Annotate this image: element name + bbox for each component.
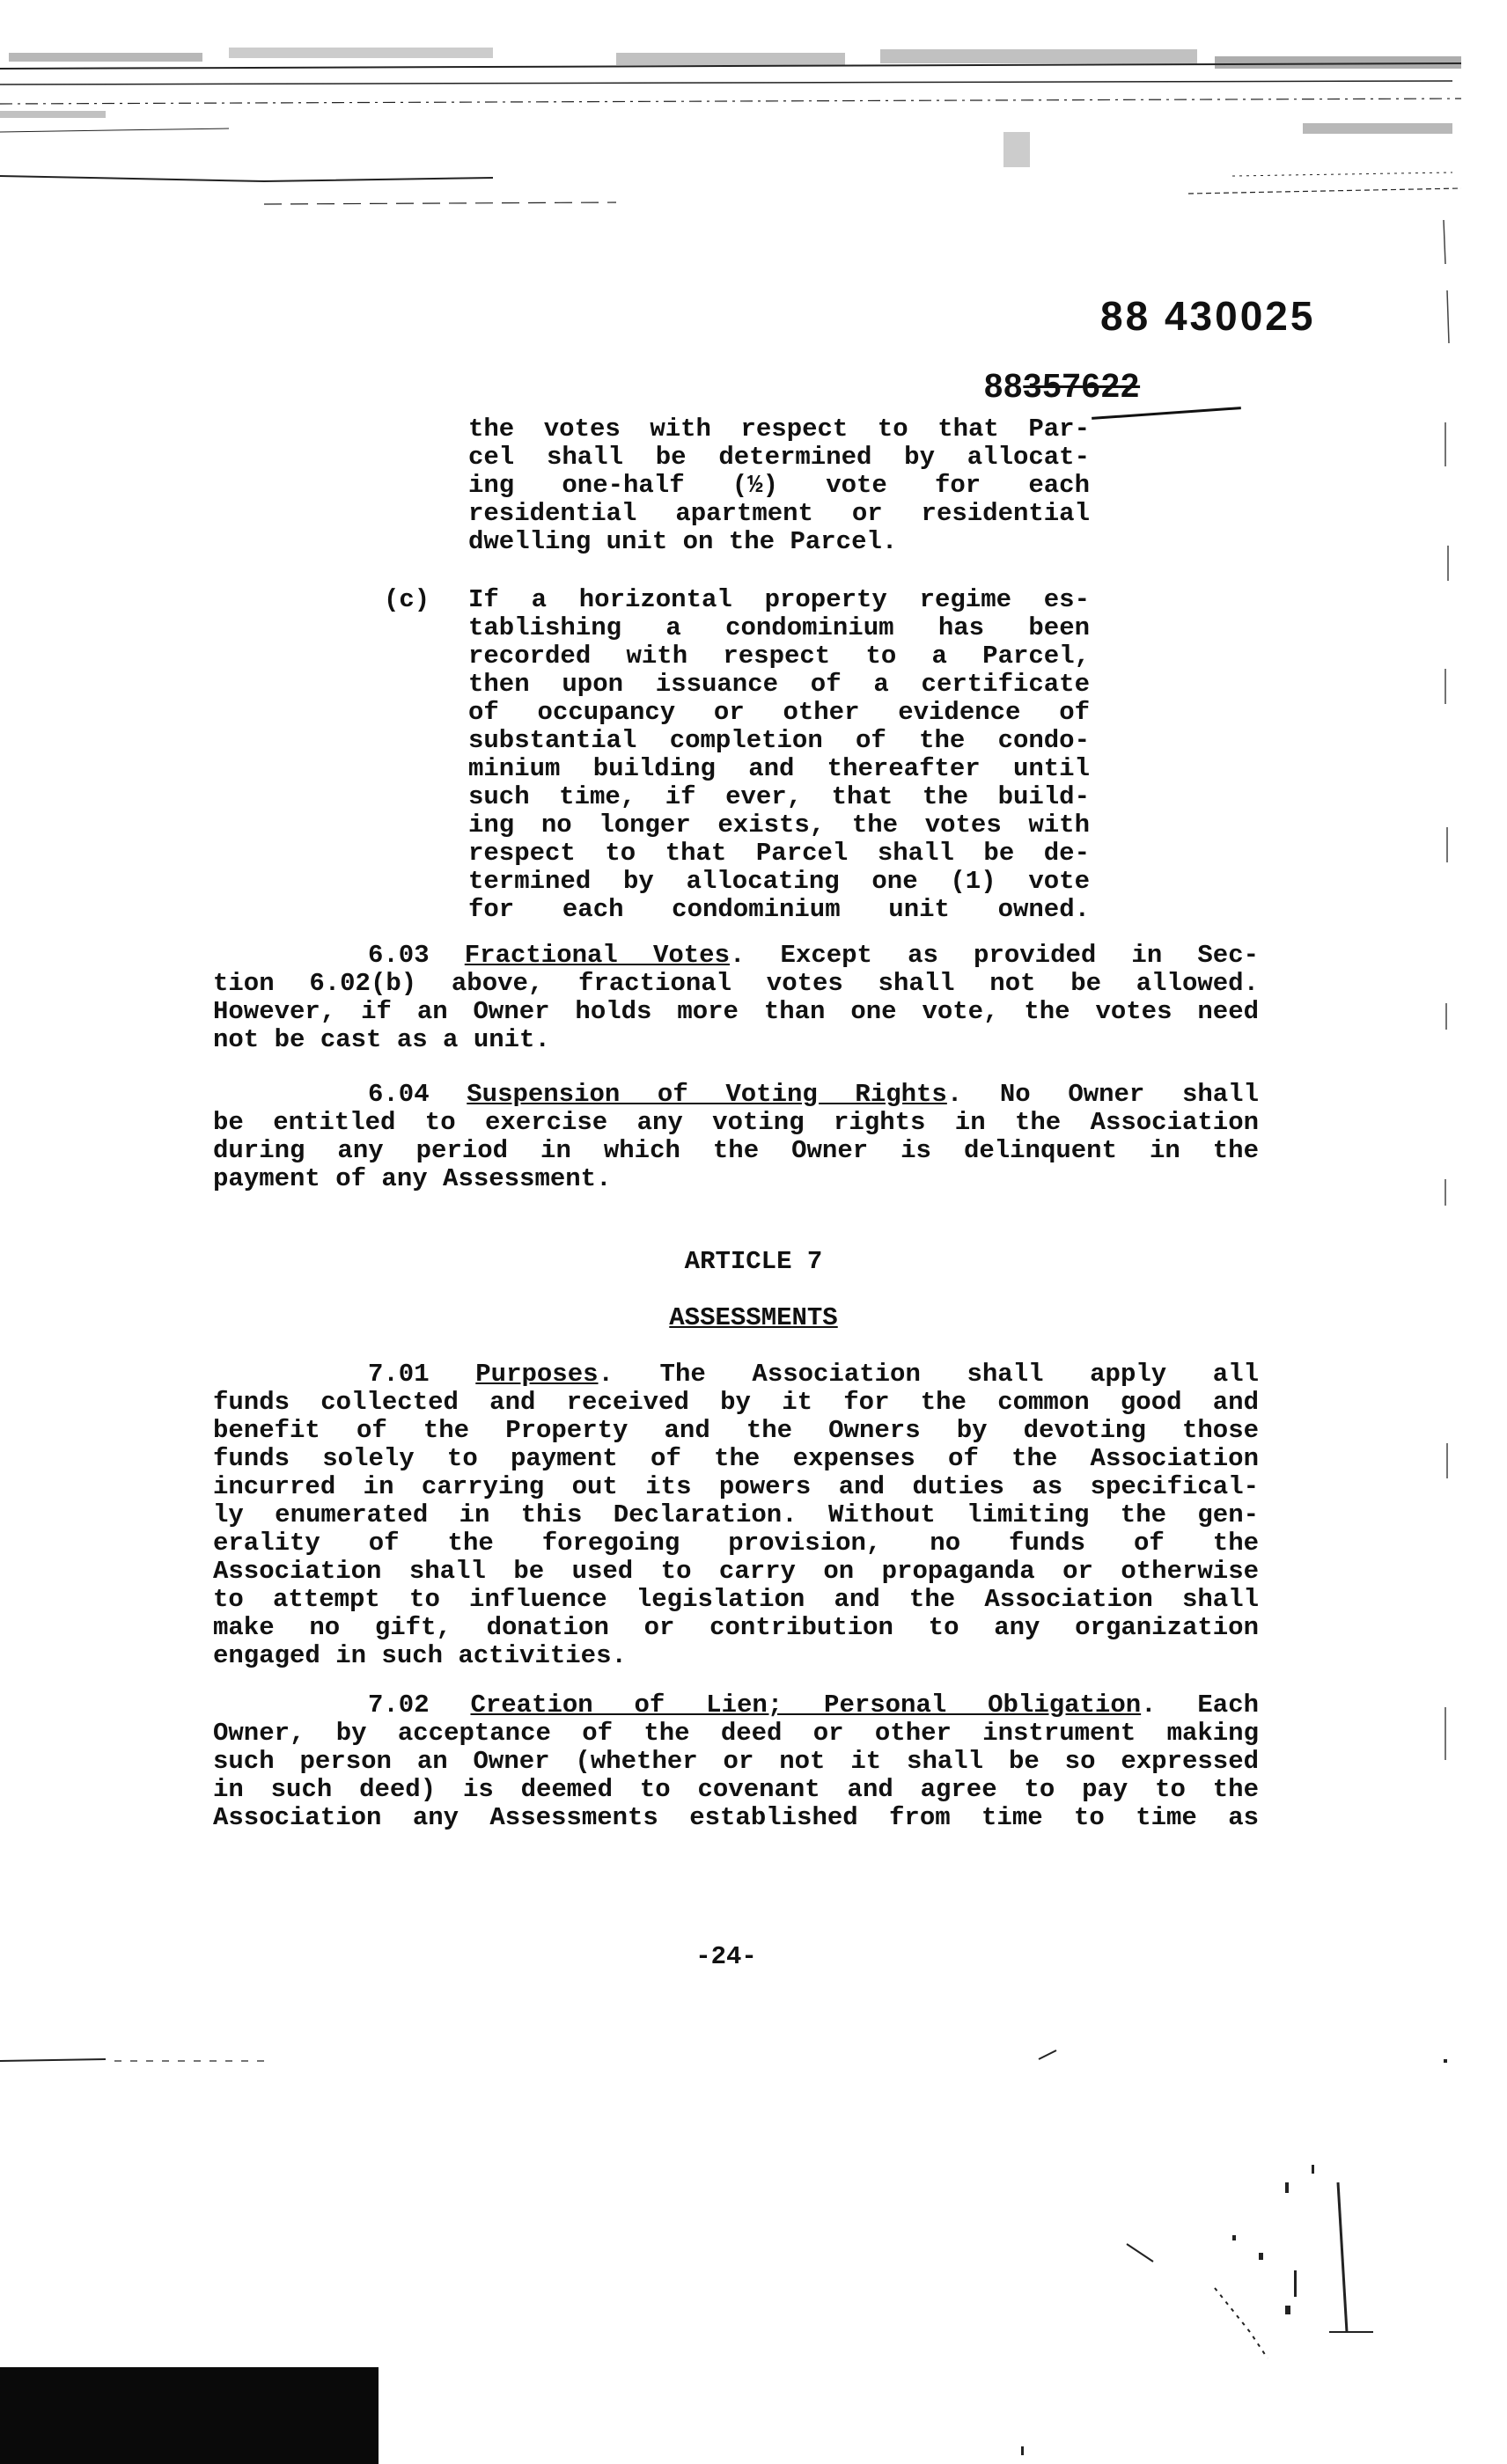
section-number: 6.03 — [368, 942, 430, 970]
text-line: then upon issuance of a certificate — [468, 671, 1090, 699]
section-6-04 — [213, 1081, 1259, 1193]
section-number: 6.04 — [368, 1081, 430, 1109]
section-first-line — [213, 1691, 1259, 1720]
subsection-b-continuation — [468, 415, 1090, 556]
section-title: Creation of Lien; Personal Obligation — [470, 1691, 1142, 1720]
text-line: incurred in carrying out its powers and duties as specifical- — [213, 1473, 1259, 1501]
text-line: engaged in such activities. — [213, 1642, 627, 1670]
prior-recording-number-stamp — [984, 368, 1140, 406]
text-line: to attempt to influence legislation and the Association shall — [213, 1586, 1259, 1614]
text-line: Association any Assessments established from time to time as — [213, 1804, 1259, 1832]
section-title: Suspension of Voting Rights — [467, 1081, 947, 1109]
text-line: erality of the foregoing provision, no funds of the — [213, 1529, 1259, 1558]
recording-number-stamp: 88 430025 — [1100, 293, 1316, 339]
text-line: dwelling unit on the Parcel. — [468, 528, 898, 556]
prior-number-prefix: 88 — [984, 368, 1024, 405]
text-line: for each condominium unit owned. — [468, 896, 1090, 924]
scan-noise-right — [1426, 211, 1488, 1883]
text-line: tion 6.02(b) above, fractional votes shall not be allowed. — [213, 970, 1259, 998]
section-text: . No Owner shall — [946, 1081, 1259, 1109]
section-title: Purposes — [475, 1360, 599, 1389]
section-first-line — [213, 1360, 1259, 1389]
section-6-03 — [213, 942, 1259, 1054]
section-text: . Each — [1141, 1691, 1259, 1720]
text-line: funds collected and received by it for the common good and — [213, 1389, 1259, 1417]
prior-number-struck: 357622 — [1023, 368, 1141, 405]
text-line: payment of any Assessment. — [213, 1165, 612, 1193]
section-number: 7.02 — [368, 1691, 430, 1720]
text-line: funds solely to payment of the expenses of the Association — [213, 1445, 1259, 1473]
article-title-text: ASSESSMENTS — [669, 1303, 838, 1332]
text-line: during any period in which the Owner is delinquent in the — [213, 1137, 1259, 1165]
text-line: cel shall be determined by allocat- — [468, 444, 1090, 472]
text-line: be entitled to exercise any voting rights in the Association — [213, 1109, 1259, 1137]
section-7-01 — [213, 1360, 1259, 1670]
section-title: Fractional Votes — [464, 942, 730, 970]
text-line: ing no longer exists, the votes with — [468, 811, 1090, 840]
text-line: minium building and thereafter until — [468, 755, 1090, 783]
text-line: substantial completion of the condo- — [468, 727, 1090, 755]
scan-noise-top — [0, 0, 1507, 229]
section-text: . The Association shall apply all — [598, 1360, 1259, 1389]
stamp-underline-mark — [1092, 407, 1241, 420]
text-line: of occupancy or other evidence of — [468, 699, 1090, 727]
subsection-c-label: (c) — [384, 585, 430, 614]
text-line: residential apartment or residential — [468, 500, 1090, 528]
text-line: such time, if ever, that the build- — [468, 783, 1090, 811]
article-heading: ARTICLE 7 — [684, 1247, 823, 1276]
text-line: benefit of the Property and the Owners by devoting those — [213, 1417, 1259, 1445]
text-line: However, if an Owner holds more than one vote, the votes need — [213, 998, 1259, 1026]
text-line: make no gift, donation or contribution to any organization — [213, 1614, 1259, 1642]
text-line: ly enumerated in this Declaration. Without limiting the gen- — [213, 1501, 1259, 1529]
section-number: 7.01 — [368, 1360, 430, 1389]
text-line: termined by allocating one (1) vote — [468, 868, 1090, 896]
section-text: . Except as provided in Sec- — [729, 942, 1259, 970]
text-line: respect to that Parcel shall be de- — [468, 840, 1090, 868]
section-7-02 — [213, 1691, 1259, 1832]
text-line: Association shall be used to carry on propaganda or otherwise — [213, 1558, 1259, 1586]
article-title — [0, 1304, 1507, 1332]
text-line: Owner, by acceptance of the deed or other instrument making — [213, 1720, 1259, 1748]
section-first-line — [213, 942, 1259, 970]
text-line: recorded with respect to a Parcel, — [468, 642, 1090, 671]
text-line: tablishing a condominium has been — [468, 614, 1090, 642]
scan-black-margin — [0, 2367, 379, 2464]
page-number: -24- — [695, 1942, 757, 1971]
text-line: such person an Owner (whether or not it shall be so expressed — [213, 1748, 1259, 1776]
text-line: ing one-half (½) vote for each — [468, 472, 1090, 500]
text-line: the votes with respect to that Par- — [468, 415, 1090, 444]
text-line: not be cast as a unit. — [213, 1026, 550, 1054]
subsection-c-text — [468, 586, 1090, 924]
text-line: If a horizontal property regime es- — [468, 586, 1090, 614]
text-line: in such deed) is deemed to covenant and agree to pay to the — [213, 1776, 1259, 1804]
section-first-line — [213, 1081, 1259, 1109]
